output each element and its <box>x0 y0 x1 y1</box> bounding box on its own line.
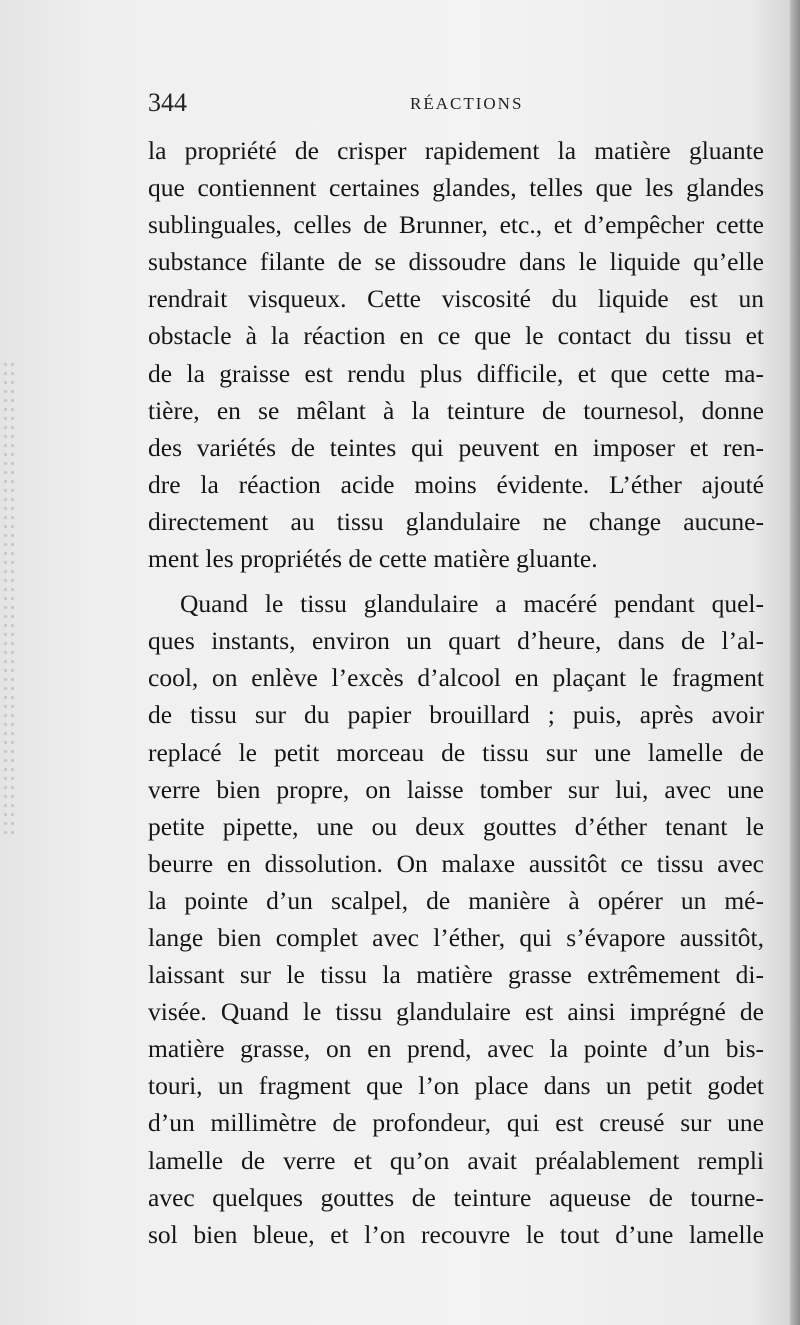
text-line: verre bien propre, on laisse tomber sur lui, avec une <box>148 774 764 804</box>
running-head: RÉACTIONS <box>410 94 524 113</box>
text-line: que contiennent certaines glandes, telles que les glandes <box>148 173 764 203</box>
text-line: tière, en se mêlant à la teinture de tournesol, donne <box>148 395 764 425</box>
text-line: d’un millimètre de profondeur, qui est creusé sur une <box>148 1108 764 1138</box>
text-line: obstacle à la réaction en ce que le contact du tissu et <box>148 321 764 351</box>
page-header <box>148 88 760 128</box>
text-line: rendrait visqueux. Cette viscosité du liquide est un <box>148 284 764 314</box>
text-line: la propriété de crisper rapidement la matière gluante <box>148 136 764 165</box>
text-line: substance filante de se dissoudre dans le liquide qu’elle <box>148 247 764 277</box>
text-line: sublinguales, celles de Brunner, etc., et d’empêcher cette <box>148 210 764 240</box>
text-line: laissant sur le tissu la matière grasse extrêmement di- <box>148 960 764 990</box>
text-line: ment les propriétés de cette matière gluante. <box>148 544 598 574</box>
text-line: lange bien complet avec l’éther, qui s’évapore aussitôt, <box>148 922 764 952</box>
text-line: beurre en dissolution. On malaxe aussitôt ce tissu avec <box>148 848 764 878</box>
text-line: visée. Quand le tissu glandulaire est ainsi imprégné de <box>148 997 764 1027</box>
page-number: 344 <box>148 88 187 117</box>
text-line: des variétés de teintes qui peuvent en imposer et ren- <box>148 432 764 462</box>
text-line: avec quelques gouttes de teinture aqueuse de tourne- <box>148 1182 764 1212</box>
paragraph-start-line: Quand le tissu glandulaire a macéré pendant quel- <box>180 589 764 619</box>
text-line: sol bien bleue, et l’on recouvre le tout d’une lamelle <box>148 1219 764 1249</box>
text-line: petite pipette, une ou deux gouttes d’éther tenant le <box>148 811 764 841</box>
text-line: touri, un fragment que l’on place dans un petit godet <box>148 1071 764 1101</box>
text-line: replacé le petit morceau de tissu sur une lamelle de <box>148 737 764 767</box>
page-edge-shadow <box>790 0 800 1325</box>
text-line: dre la réaction acide moins évidente. L’éther ajouté <box>148 469 764 499</box>
bleed-through-marks <box>2 360 16 840</box>
text-line: matière grasse, on en prend, avec la pointe d’un bis- <box>148 1034 764 1064</box>
text-line: la pointe d’un scalpel, de manière à opérer un mé- <box>148 885 764 915</box>
text-line: de la graisse est rendu plus difficile, et que cette ma- <box>148 358 764 388</box>
text-line: ques instants, environ un quart d’heure, dans de l’al- <box>148 626 764 656</box>
body-text <box>148 132 764 1253</box>
text-line: lamelle de verre et qu’on avait préalablement rempli <box>148 1145 764 1175</box>
text-line: cool, on enlève l’excès d’alcool en plaçant le fragment <box>148 663 764 693</box>
text-line: directement au tissu glandulaire ne change aucune- <box>148 506 764 536</box>
text-line: de tissu sur du papier brouillard ; puis, après avoir <box>148 700 764 730</box>
